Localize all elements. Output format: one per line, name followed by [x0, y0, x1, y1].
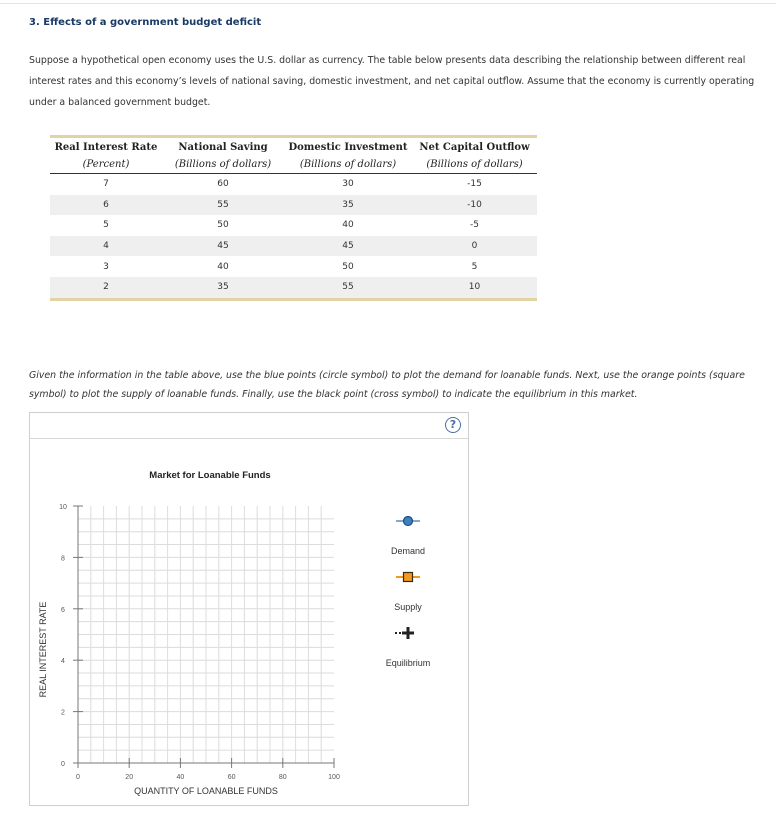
cell-outflow: -10 — [412, 195, 537, 216]
cell-saving: 40 — [217, 261, 229, 272]
cell-rate: 6 — [50, 195, 162, 216]
subheader-saving-units: (Billions of dollars) — [162, 156, 284, 174]
top-divider — [0, 3, 776, 4]
cell-rate: 7 — [103, 179, 109, 190]
help-icon[interactable]: ? — [445, 417, 461, 433]
subheader-outflow-units: (Billions of dollars) — [412, 156, 537, 174]
cell-rate: 2 — [50, 277, 162, 298]
table-row — [50, 236, 537, 257]
x-tick-label: 20 — [125, 774, 134, 781]
question-text: Given the information in the table above, use the blue points (circle symbol) to plot the demand for loanable funds. Next, use the orange points (square symbol) to plot the supply of loanable funds. Finally, use the black point (cross symbol) to indicate the equilibrium in this market. — [29, 370, 745, 400]
x-tick-label: 60 — [227, 774, 236, 781]
x-tick-label: 100 — [328, 774, 340, 781]
legend-label-equilibrium: Equilibrium — [385, 658, 431, 668]
cell-outflow: 5 — [471, 261, 478, 272]
cell-investment: 30 — [342, 179, 354, 190]
section-title: 3. Effects of a government budget deficit — [29, 17, 262, 28]
header-national-saving: National Saving — [178, 141, 268, 153]
table-header-row — [50, 138, 537, 156]
cell-saving: 50 — [217, 220, 229, 231]
legend-supply-square-icon — [404, 573, 413, 582]
table-subheader-row — [50, 156, 537, 174]
cell-rate: 5 — [103, 220, 109, 231]
header-net-capital-outflow: Net Capital Outflow — [419, 141, 530, 153]
cell-outflow: -15 — [467, 179, 482, 190]
cell-outflow: -5 — [470, 220, 479, 231]
cell-investment: 50 — [342, 261, 354, 272]
cell-investment: 35 — [284, 195, 412, 216]
subheader-investment-units: (Billions of dollars) — [284, 156, 412, 174]
legend-equilibrium-cross-icon — [402, 627, 414, 639]
cell-investment: 55 — [284, 277, 412, 298]
cell-rate: 3 — [103, 261, 109, 272]
header-real-interest-rate: Real Interest Rate — [54, 141, 158, 153]
cell-investment: 45 — [284, 236, 412, 257]
table-row — [50, 174, 537, 195]
y-tick-label: 4 — [61, 658, 65, 666]
cell-saving: 45 — [162, 236, 284, 257]
legend-demand-circle-icon — [404, 517, 413, 526]
table-row — [50, 195, 537, 216]
graph-panel — [29, 412, 469, 806]
cell-saving: 60 — [217, 179, 229, 190]
subheader-percent: (Percent) — [50, 156, 162, 174]
cell-outflow: 10 — [412, 277, 537, 298]
cell-outflow: 0 — [412, 236, 537, 257]
x-tick-label: 0 — [76, 774, 80, 781]
legend-label-demand: Demand — [390, 546, 426, 556]
cell-saving: 55 — [162, 195, 284, 216]
intro-paragraph: Suppose a hypothetical open economy uses the U.S. dollar as currency. The table below presents data describing the relationship between different real interest rates and this economy’s levels of national saving, domestic investment, and net capital outflow. Assume that the economy is currently operating under a balanced government budget. — [29, 55, 755, 108]
y-tick-label: 2 — [61, 709, 65, 717]
cell-investment: 40 — [342, 220, 354, 231]
y-tick-label: 6 — [61, 606, 65, 614]
header-domestic-investment: Domestic Investment — [288, 141, 408, 153]
legend-label-supply: Supply — [394, 602, 422, 612]
y-axis-label: REAL INTEREST RATE — [38, 601, 48, 698]
data-table — [50, 135, 537, 301]
table-row — [50, 277, 537, 298]
x-tick-label: 80 — [278, 774, 287, 781]
x-tick-label: 40 — [176, 774, 185, 781]
cell-rate: 4 — [50, 236, 162, 257]
y-tick-label: 10 — [59, 504, 67, 511]
graph-title: Market for Loanable Funds — [149, 470, 271, 481]
cell-saving: 35 — [162, 277, 284, 298]
table-row — [50, 215, 537, 236]
y-tick-label: 0 — [61, 761, 65, 768]
x-axis-label: QUANTITY OF LOANABLE FUNDS — [134, 786, 278, 796]
y-tick-label: 8 — [61, 555, 65, 563]
table-row — [50, 256, 537, 277]
